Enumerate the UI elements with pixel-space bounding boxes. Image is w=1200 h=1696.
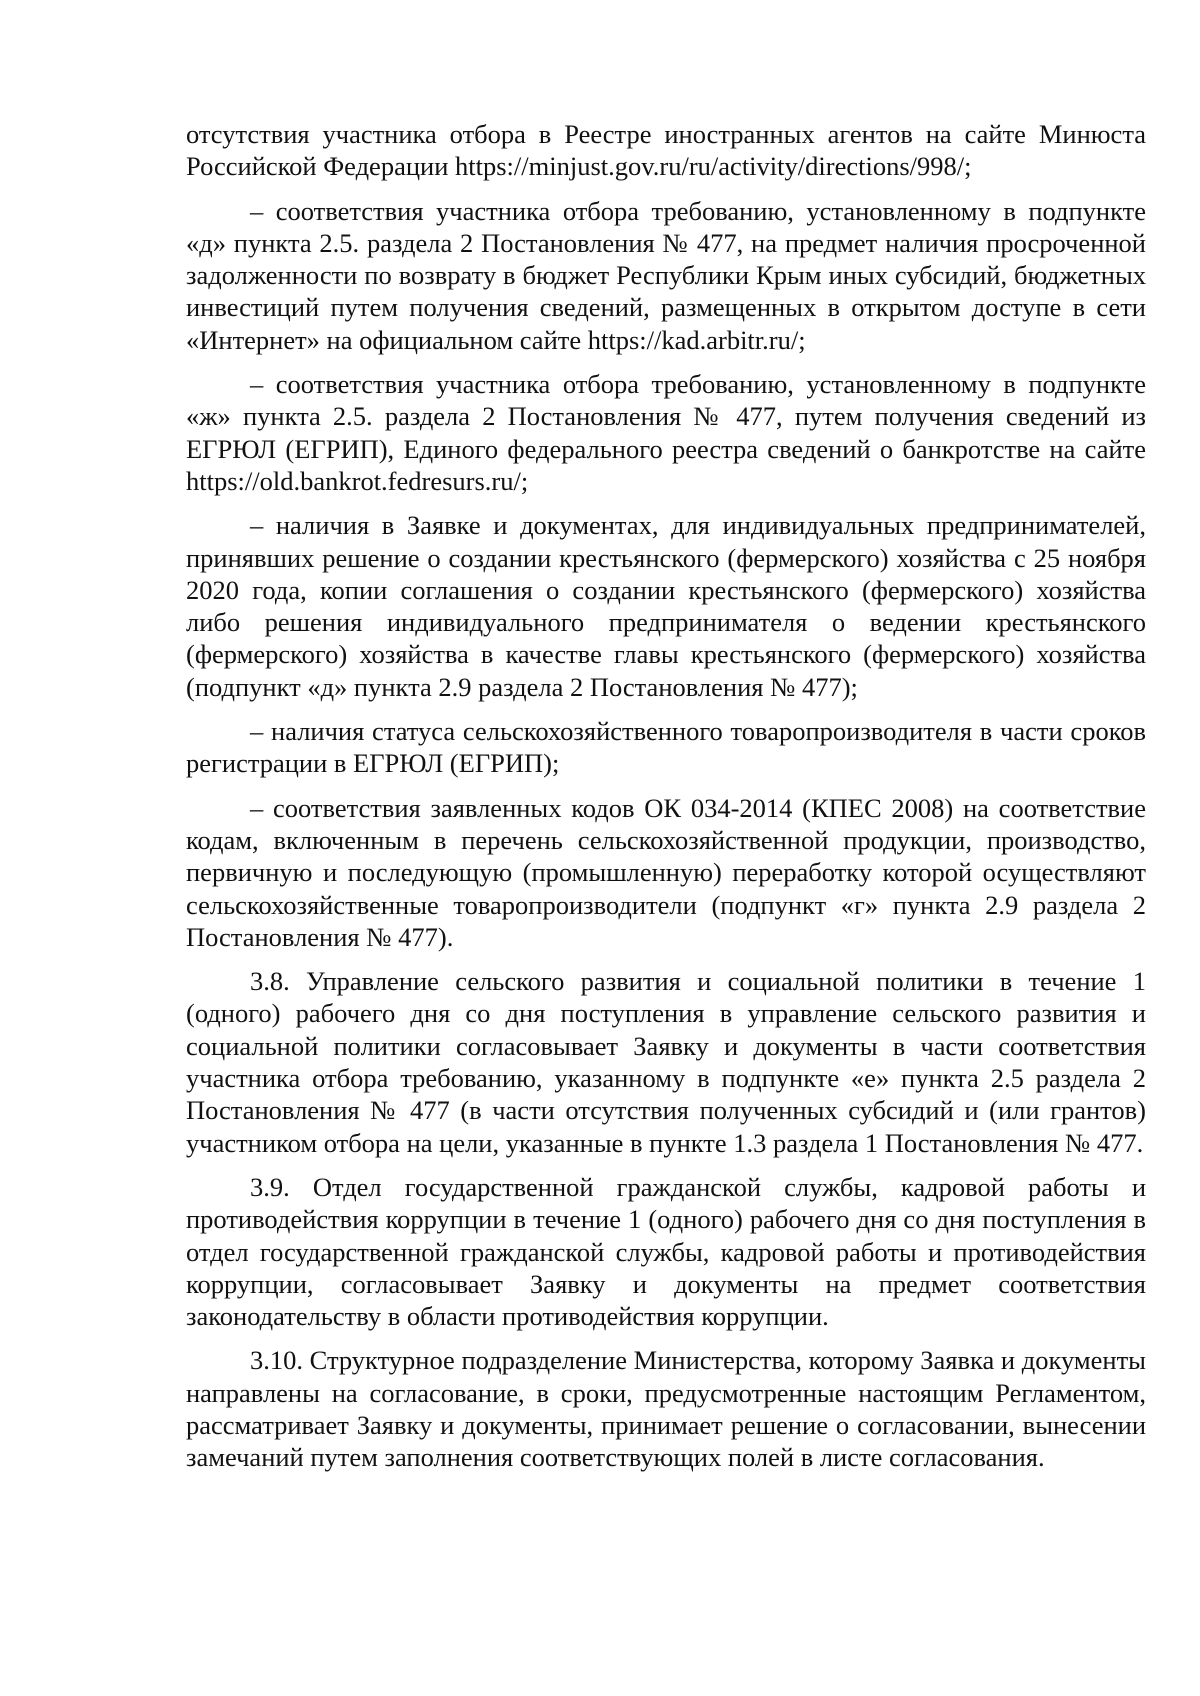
- paragraph-section-3-10: 3.10. Структурное подразделение Министерства, которому Заявка и документы направлены на согласование, в сроки, предусмотренные настоящим Регламентом, рассматривает Заявку и документы, принимает решение о согласовании, вынесении замечаний путем заполнения соответствующих полей в листе согласования.: [186, 1345, 1146, 1473]
- paragraph-section-3-8: 3.8. Управление сельского развития и социальной политики в течение 1 (одного) рабочего дня со дня поступления в управление сельского развития и социальной политики согласовывает Заявку и документы в части соответствия участника отбора требованию, указанному в подпункте «е» пункта 2.5 раздела 2 Постановления № 477 (в части отсутствия полученных субсидий и (или грантов) участником отбора на цели, указанные в пункте 1.3 раздела 1 Постановления № 477.: [186, 966, 1146, 1158]
- paragraph-requirement-subparagraph-d: – соответствия участника отбора требованию, установленному в подпункте «д» пункта 2.5. раздела 2 Постановления № 477, на предмет наличия просроченной задолженности по возврату в бюджет Республики Крым иных субсидий, бюджетных инвестиций путем получения сведений, размещенных в открытом доступе в сети «Интернет» на официальном сайте https://kad.arbitr.ru/;: [186, 195, 1146, 355]
- paragraph-producer-status: – наличия статуса сельскохозяйственного товаропроизводителя в части сроков регистрации в ЕГРЮЛ (ЕГРИП);: [186, 716, 1146, 779]
- paragraph-section-3-9: 3.9. Отдел государственной гражданской службы, кадровой работы и противодействия коррупции в течение 1 (одного) рабочего дня со дня поступления в отдел государственной гражданской службы, кадровой работы и противодействия коррупции, согласовывает Заявку и документы на предмет соответствия законодательству в области противодействия коррупции.: [186, 1171, 1146, 1332]
- paragraph-ok-codes: – соответствия заявленных кодов ОК 034-2014 (КПЕС 2008) на соответствие кодам, включенным в перечень сельскохозяйственной продукции, производство, первичную и последующую (промышленную) переработку которой осуществляют сельскохозяйственные товаропроизводители (подпункт «г» пункта 2.9 раздела 2 Постановления № 477).: [186, 792, 1146, 952]
- paragraph-requirement-subparagraph-zh: – соответствия участника отбора требованию, установленному в подпункте «ж» пункта 2.5. раздела 2 Постановления № 477, путем получения сведений из ЕГРЮЛ (ЕГРИП), Единого федерального реестра сведений о банкротстве на сайте https://old.bankrot.fedresurs.ru/;: [186, 369, 1146, 496]
- paragraph-farm-agreement: – наличия в Заявке и документах, для индивидуальных предпринимателей, принявших решение о создании крестьянского (фермерского) хозяйства с 25 ноября 2020 года, копии соглашения о создании крестьянского (фермерского) хозяйства либо решения индивидуального предпринимателя о ведении крестьянского (фермерского) хозяйства в качестве главы крестьянского (фермерского) хозяйства (подпункт «д» пункта 2.9 раздела 2 Постановления № 477);: [186, 510, 1146, 702]
- paragraph-continuation-minjust: отсутствия участника отбора в Реестре иностранных агентов на сайте Минюста Российской Федерации https://minjust.gov.ru/ru/activity/directions/998/;: [186, 119, 1146, 182]
- document-page: [186, 118, 1146, 1474]
